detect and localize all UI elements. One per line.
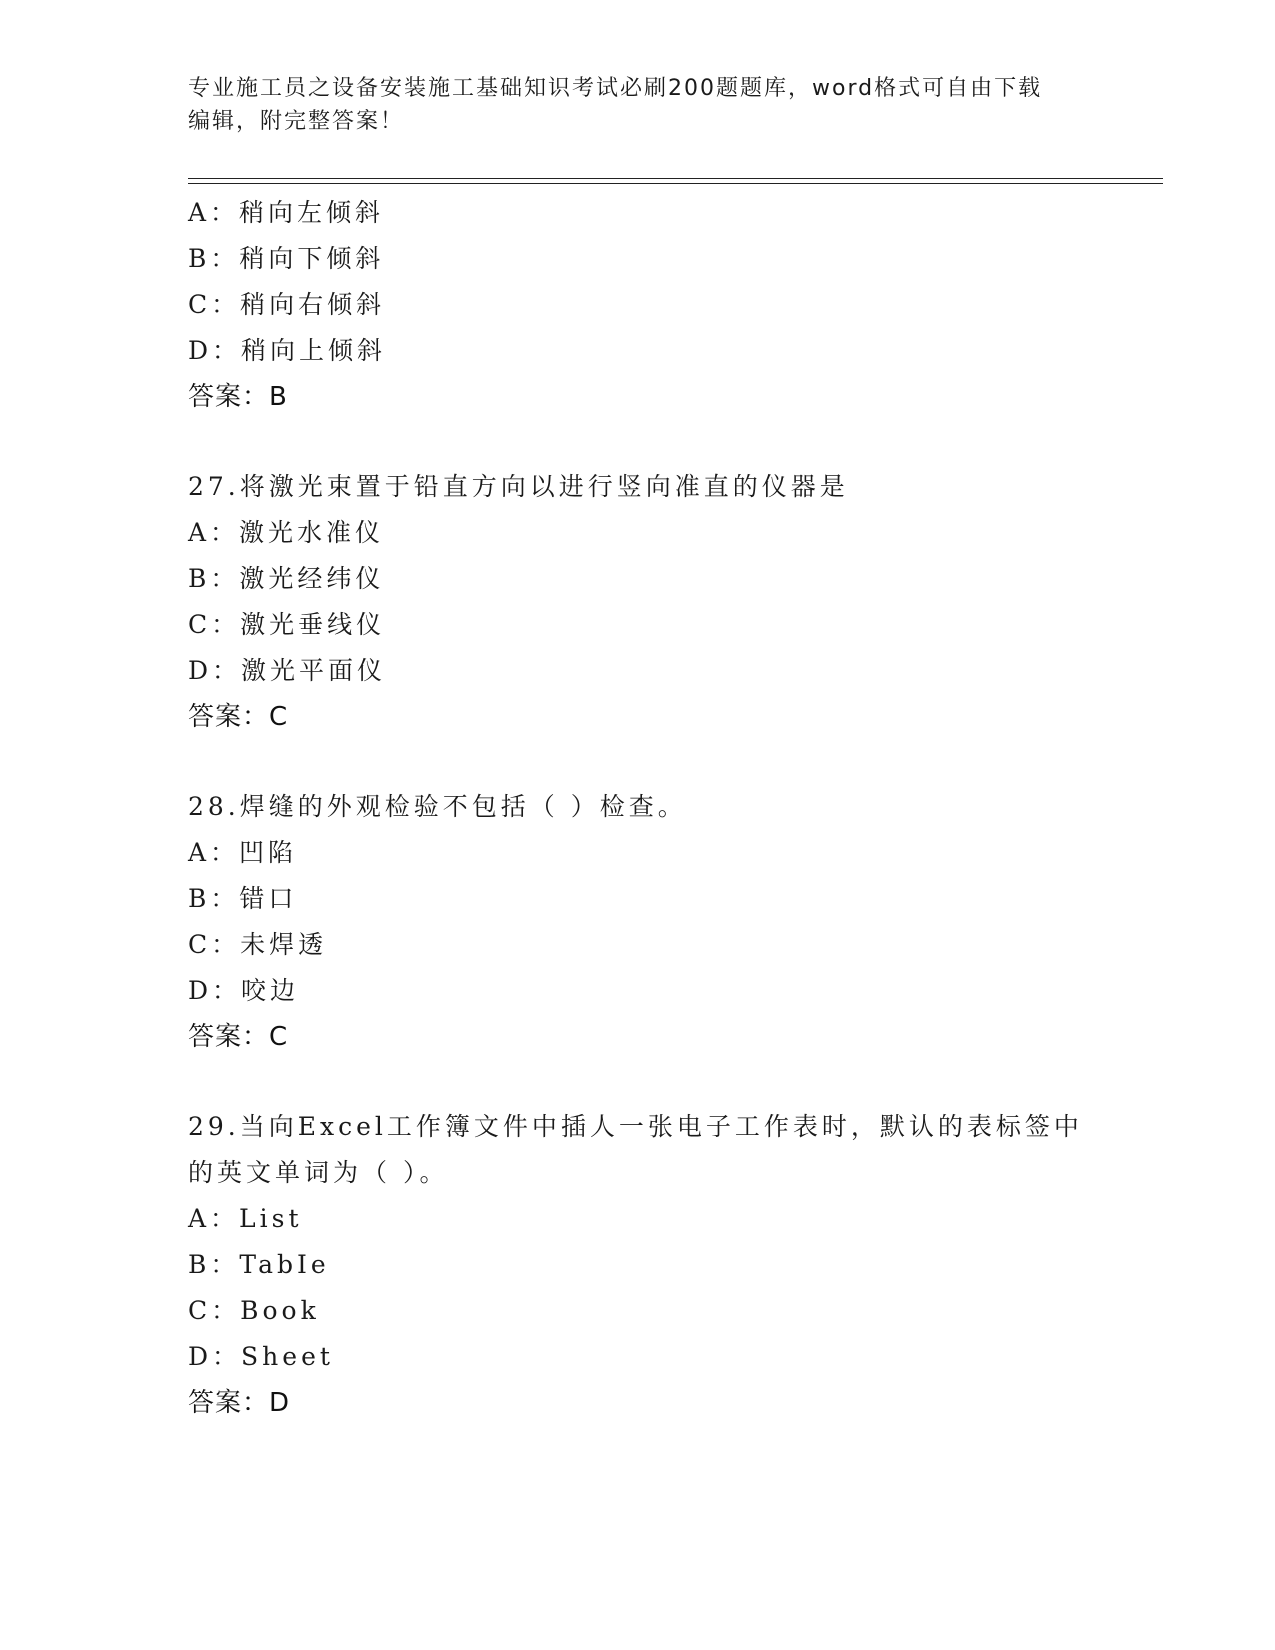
- option-b: B：稍向下倾斜: [188, 244, 385, 273]
- answer-label: 答案：C: [188, 702, 289, 732]
- option-b: B：TabIe: [188, 1250, 330, 1279]
- question-list: [188, 190, 1088, 1426]
- option-c: C：未焊透: [188, 930, 328, 959]
- question-29: [188, 1104, 1088, 1426]
- option-a: A：List: [188, 1204, 303, 1233]
- option-b: B：激光经纬仪: [188, 564, 385, 593]
- answer-label: 答案：B: [188, 382, 288, 412]
- header-title-line-2: 编辑，附完整答案！: [188, 109, 405, 134]
- question-text: 27.将激光束置于铅直方向以进行竖向准直的仪器是: [188, 472, 849, 501]
- option-c: C：Book: [188, 1296, 320, 1325]
- question-text: 28.焊缝的外观检验不包括（ ）检查。: [188, 792, 687, 821]
- question-28: [188, 784, 1088, 1060]
- option-a: A：凹陷: [188, 838, 298, 867]
- document-header: [188, 72, 1088, 138]
- option-a: A：稍向左倾斜: [188, 198, 385, 227]
- option-d: D：Sheet: [188, 1342, 334, 1371]
- header-divider-top: [188, 178, 1163, 179]
- option-d: D：稍向上倾斜: [188, 336, 387, 365]
- option-d: D：咬边: [188, 976, 300, 1005]
- question-27: [188, 464, 1088, 740]
- answer-label: 答案：D: [188, 1388, 291, 1418]
- header-title-line-1: 专业施工员之设备安装施工基础知识考试必刷200题题库，word格式可自由下载: [188, 76, 1043, 101]
- option-c: C：稍向右倾斜: [188, 290, 386, 319]
- header-divider-bottom: [188, 183, 1163, 184]
- question-26: [188, 190, 1088, 420]
- question-text-line-1: 29.当向Excel工作簿文件中插人一张电子工作表时，默认的表标签中: [188, 1112, 1083, 1141]
- option-a: A：激光水准仪: [188, 518, 385, 547]
- option-d: D：激光平面仪: [188, 656, 387, 685]
- question-text-line-2: 的英文单词为（ ）。: [188, 1158, 449, 1187]
- answer-label: 答案：C: [188, 1022, 289, 1052]
- option-c: C：激光垂线仪: [188, 610, 386, 639]
- option-b: B：错口: [188, 884, 298, 913]
